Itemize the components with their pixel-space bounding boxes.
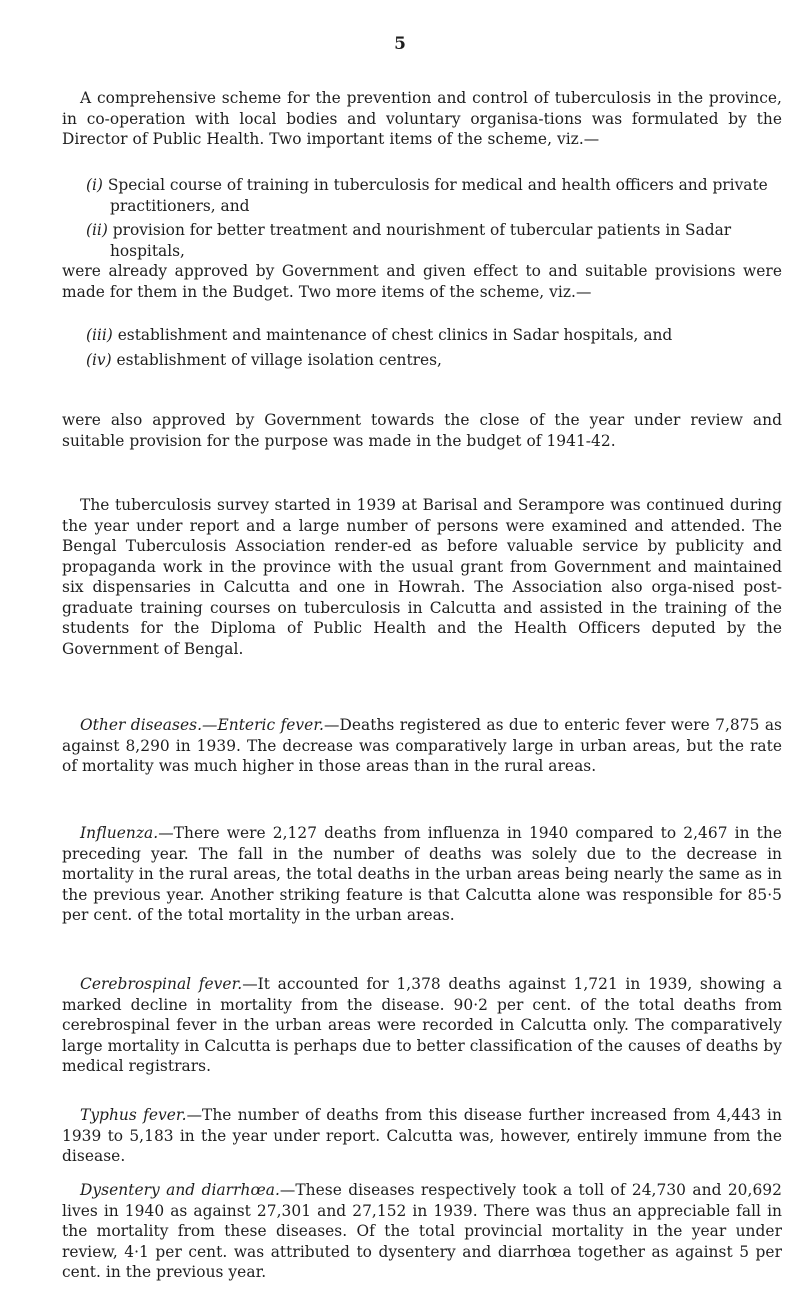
list-item: [86, 220, 782, 261]
paragraph-cerebrospinal-fever: [62, 974, 782, 1077]
paragraph-text: —The number of deaths from this disease further increased from 4,443 in 1939 to 5,183 in the year under report. Calcutta was, however, entirely immune from the disease.: [62, 1106, 782, 1165]
list-item: [86, 175, 782, 216]
section-heading: Influenza.: [80, 824, 159, 842]
list-numeral: (iii): [86, 326, 113, 344]
list-new-items: [86, 325, 782, 374]
page-number: 5: [394, 34, 406, 54]
paragraph-approval: were also approved by Government towards the close of the year under review and suitable provision for the purpose was made in the budget of 1941-42.: [62, 411, 782, 450]
list-numeral: (i): [86, 176, 103, 194]
paragraph-enteric-fever: [62, 715, 782, 777]
paragraph-text: —These diseases respectively took a toll of 24,730 and 20,692 lives in 1940 as against 27,301 and 27,152 in 1939. There was thus an appreciable fall in the mortality from these diseases. Of the total provincial mortality in the year under review, 4·1 per cent. was attributed to dysentery and diarrhœa together as against 5 per cent. in the previous year.: [62, 1181, 782, 1281]
list-numeral: (ii): [86, 221, 108, 239]
paragraph-text: —There were 2,127 deaths from influenza in 1940 compared to 2,467 in the preceding year. The fall in the number of deaths was solely due to the decrease in mortality in the rural areas, the total deaths in the urban areas being nearly the same as in the previous year. Another striking feature is that Calcutta alone was responsible for 85·5 per cent. of the total mortality in the urban areas.: [62, 824, 782, 924]
list-item-text: establishment and maintenance of chest clinics in Sadar hospitals, and: [117, 326, 673, 344]
paragraph-text: —It accounted for 1,378 deaths against 1,721 in 1939, showing a marked decline in mortality from the disease. 90·2 per cent. of the total deaths from cerebrospinal fever in the urban areas were recorded in Calcutta only. The comparatively large mortality in Calcutta is perhaps due to better classification of the causes of deaths by medical registrars.: [62, 975, 782, 1075]
list-item-text: establishment of village isolation centres,: [116, 350, 442, 369]
list-item-text: provision for better treatment and nourishment of tubercular patients in Sadar hospitals,: [110, 221, 732, 260]
paragraph-tb-scheme: A comprehensive scheme for the prevention and control of tuberculosis in the province, in co-operation with local bodies and voluntary organisa-tions was formulated by the Director of Public Health. Two important items of the scheme, viz.—: [62, 89, 782, 148]
list-item: [86, 350, 782, 371]
section-heading: Cerebrospinal fever.: [80, 975, 243, 993]
section-heading: Other diseases.—Enteric fever.: [80, 716, 324, 734]
list-approved-items: [86, 175, 782, 265]
section-heading: Typhus fever.: [80, 1106, 187, 1124]
list-item: [86, 325, 782, 346]
paragraph-budget: were already approved by Government and given effect to and suitable provisions were made for them in the Budget. Two more items of the scheme, viz.—: [62, 262, 782, 301]
section-heading: Dysentery and diarrhœa.: [80, 1181, 280, 1199]
paragraph-dysentery-diarrhoea: [62, 1180, 782, 1283]
paragraph-text: —Deaths registered as due to enteric fever were 7,875 as against 8,290 in 1939. The decrease was comparatively large in urban areas, but the rate of mortality was much higher in those areas than in the rural areas.: [62, 716, 782, 775]
list-item-text: Special course of training in tuberculosis for medical and health officers and private practitioners, and: [107, 176, 768, 215]
list-numeral: (iv): [86, 350, 112, 369]
paragraph-tb-survey: The tuberculosis survey started in 1939 at Barisal and Serampore was continued during the year under report and a large number of persons were examined and attended. The Bengal Tuberculosis Association render-ed as before valuable service by publicity and propaganda work in the province with the usual grant from Government and maintained six dispensaries in Calcutta and one in Howrah. The Association also orga-nised post-graduate training courses on tuberculosis in Calcutta and assisted in the training of the students for the Diploma of Public Health and the Health Officers deputed by the Government of Bengal.: [62, 496, 782, 658]
paragraph-influenza: [62, 823, 782, 926]
paragraph-typhus-fever: [62, 1105, 782, 1167]
